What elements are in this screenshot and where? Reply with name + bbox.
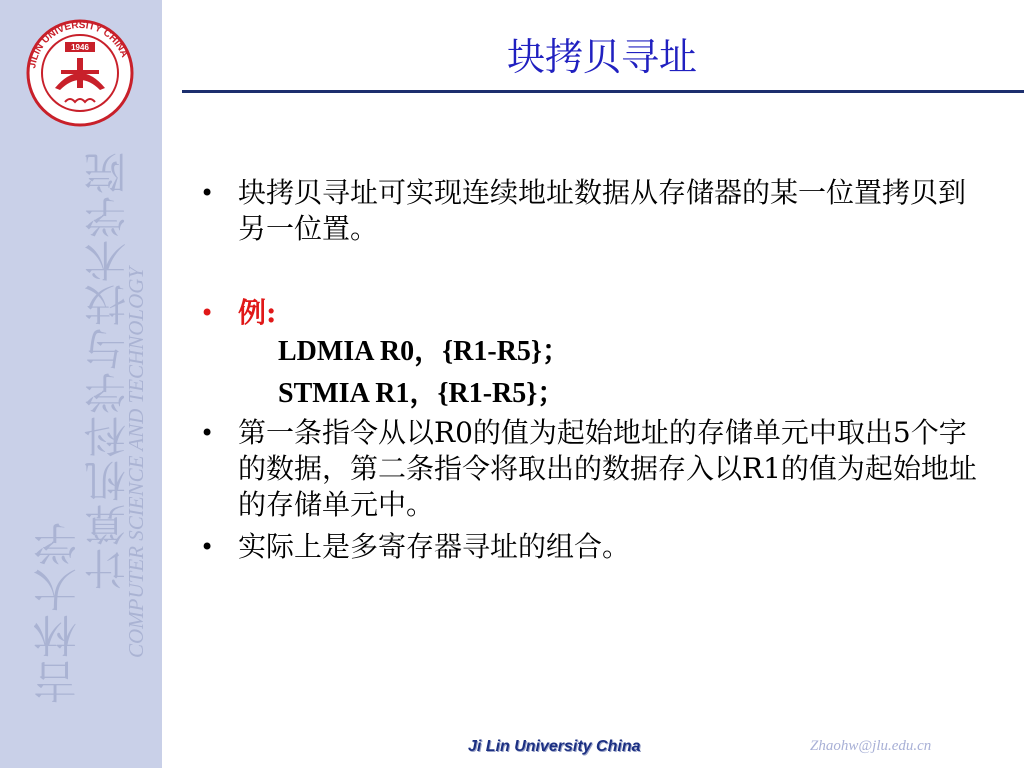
footer-university: Ji Lin University China	[468, 738, 641, 755]
bullet-text: 块拷贝寻址可实现连续地址数据从存储器的某一位置拷贝到另一位置。	[238, 176, 967, 245]
sidebar	[0, 0, 162, 768]
title-divider	[182, 90, 1024, 93]
sidebar-college-en: COMPUTER SCIENCE AND TECHNOLOGY	[124, 266, 148, 658]
seal-year: 1946	[71, 43, 89, 52]
bullet-dot-icon: •	[200, 533, 215, 561]
bullet-item	[200, 415, 990, 523]
slide-title: 块拷贝寻址	[506, 35, 697, 79]
footer-email: Zhaohw@jlu.edu.cn	[810, 738, 932, 754]
bullet-item	[200, 175, 990, 247]
bullet-item-example	[200, 295, 990, 331]
bullet-dot-icon: •	[200, 299, 215, 327]
bullet-text: 实际上是多寄存器寻址的组合。	[238, 530, 631, 563]
university-seal-icon	[25, 18, 135, 128]
sidebar-college-name: 计算机科学与技术学院	[83, 150, 132, 590]
example-label: 例:	[238, 296, 277, 329]
code-line-2: STMIA R1，{R1-R5}；	[278, 378, 566, 409]
slide-content	[200, 175, 990, 565]
bullet-text: 第一条指令从以R0的值为起始地址的存储单元中取出5个字的数据，第二条指令将取出的数据存入以R1的值为起始地址的存储单元中。	[238, 416, 977, 521]
bullet-item	[200, 529, 990, 565]
bullet-dot-icon: •	[200, 179, 215, 207]
code-line-1: LDMIA R0，{R1-R5}；	[278, 336, 570, 367]
bullet-dot-icon: •	[200, 419, 215, 447]
seal-ring-text: JILIN UNIVERSITY CHINA	[27, 19, 130, 70]
sidebar-university-name: 吉林大学	[34, 520, 85, 704]
